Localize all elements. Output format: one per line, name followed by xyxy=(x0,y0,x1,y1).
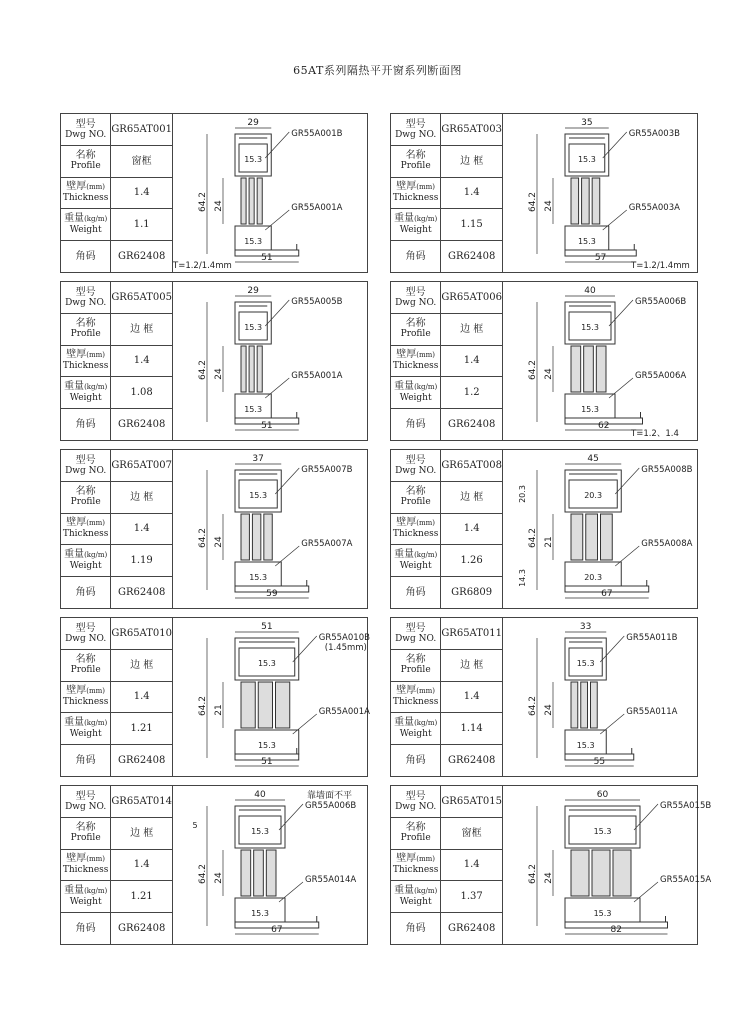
insulation-strip xyxy=(257,178,262,224)
insulation-strip xyxy=(258,682,272,728)
side-dim: 5 xyxy=(192,821,198,830)
dwg-number: GR65AT011 xyxy=(441,618,503,650)
weight-value: 1.37 xyxy=(441,881,503,913)
field-label: 名称 Profile xyxy=(391,314,441,346)
top-width-dim: 29 xyxy=(247,118,259,128)
field-label: 角码 xyxy=(391,744,441,776)
dwg-number: GR65AT003 xyxy=(441,114,503,146)
field-label: 型号 Dwg NO. xyxy=(61,786,111,818)
leader-top xyxy=(609,300,633,326)
field-label: 重量(kg/m) Weight xyxy=(61,713,111,745)
mid-dim: 24 xyxy=(544,200,554,212)
strip-bottom-label: GR55A007A xyxy=(301,539,353,549)
insulation-strip xyxy=(601,514,613,560)
profile-card xyxy=(60,617,368,777)
weight-value: 1.08 xyxy=(111,377,173,409)
inner-dim: 20.3 xyxy=(584,491,603,500)
mid-dim: 24 xyxy=(214,872,224,884)
profile-card xyxy=(390,449,698,609)
thickness-value: 1.4 xyxy=(441,513,503,545)
inner-dim-bottom: 15.3 xyxy=(581,405,599,414)
inner-dim: 15.3 xyxy=(581,323,599,332)
profile-card xyxy=(390,281,698,441)
profile-cross-section xyxy=(503,618,697,776)
dwg-number: GR65AT008 xyxy=(441,450,503,482)
top-width-dim: 40 xyxy=(254,790,266,800)
field-label: 名称 Profile xyxy=(391,650,441,682)
field-label: 角码 xyxy=(391,408,441,440)
strip-bottom-label: GR55A003A xyxy=(628,203,680,213)
cross-section-drawing xyxy=(173,114,367,272)
field-label: 名称 Profile xyxy=(391,482,441,514)
mid-dim: 24 xyxy=(544,704,554,716)
weight-value: 1.19 xyxy=(111,545,173,577)
corner-code: GR62408 xyxy=(111,408,173,440)
insulation-strip xyxy=(571,850,589,896)
mid-dim: 21 xyxy=(544,536,554,548)
profile-name: 窗框 xyxy=(111,146,173,178)
profile-card xyxy=(60,449,368,609)
weight-value: 1.21 xyxy=(111,713,173,745)
profile-info-table xyxy=(61,450,173,608)
leader-bottom xyxy=(600,714,624,734)
profile-cross-section xyxy=(173,450,367,608)
profile-card xyxy=(60,785,368,945)
weight-value: 1.21 xyxy=(111,881,173,913)
inner-dim-bottom: 15.3 xyxy=(257,741,276,750)
top-width-dim: 33 xyxy=(579,622,592,632)
profile-name: 边 框 xyxy=(441,482,503,514)
leader-bottom xyxy=(275,546,299,566)
field-label: 角码 xyxy=(61,408,111,440)
insulation-strip xyxy=(581,682,588,728)
profile-info-table xyxy=(391,114,503,272)
leader-top xyxy=(615,468,639,494)
field-label: 重量(kg/m) Weight xyxy=(61,545,111,577)
strip-top-label: GR55A008B xyxy=(641,465,693,475)
leader-bottom xyxy=(279,882,303,902)
mid-dim: 24 xyxy=(214,368,224,380)
profile-name: 边 框 xyxy=(441,650,503,682)
bottom-width-dim: 67 xyxy=(601,589,613,599)
leader-bottom xyxy=(265,210,289,230)
field-label: 重量(kg/m) Weight xyxy=(391,377,441,409)
field-label: 名称 Profile xyxy=(61,314,111,346)
dwg-number: GR65AT015 xyxy=(441,786,503,818)
bottom-width-dim: 67 xyxy=(271,925,283,935)
mid-dim: 24 xyxy=(214,536,224,548)
inner-dim-bottom: 15.3 xyxy=(576,741,595,750)
insulation-strip xyxy=(241,850,251,896)
profile-cross-section xyxy=(173,282,367,440)
insulation-strip xyxy=(591,682,598,728)
field-label: 重量(kg/m) Weight xyxy=(391,209,441,241)
insulation-strip xyxy=(584,346,594,392)
strip-top-label: GR55A010B xyxy=(318,633,370,643)
strip-top-label: GR55A001B xyxy=(291,129,343,139)
insulation-strip xyxy=(257,346,262,392)
field-label: 型号 Dwg NO. xyxy=(61,282,111,314)
profile-cross-section xyxy=(503,282,697,440)
mid-dim: 21 xyxy=(214,704,224,716)
profile-card xyxy=(390,785,712,945)
field-label: 型号 Dwg NO. xyxy=(391,114,441,146)
strip-top-label: GR55A015B xyxy=(660,801,712,811)
profile-card xyxy=(60,281,368,441)
profile-name: 边 框 xyxy=(441,146,503,178)
cross-section-drawing xyxy=(503,282,697,440)
thickness-value: 1.4 xyxy=(111,345,173,377)
thickness-value: 1.4 xyxy=(441,177,503,209)
bottom-width-dim: 55 xyxy=(593,757,606,767)
insulation-strip xyxy=(249,346,254,392)
field-label: 重量(kg/m) Weight xyxy=(61,881,111,913)
field-label: 名称 Profile xyxy=(61,482,111,514)
field-label: 名称 Profile xyxy=(61,146,111,178)
field-label: 壁厚(mm) Thickness xyxy=(61,345,111,377)
inner-dim: 15.3 xyxy=(251,827,269,836)
profile-info-table xyxy=(61,618,173,776)
insulation-strip xyxy=(241,514,249,560)
profile-name: 边 框 xyxy=(441,314,503,346)
profile-card xyxy=(390,113,698,273)
top-width-dim: 40 xyxy=(584,286,596,296)
insulation-strip xyxy=(613,850,631,896)
profile-name: 边 框 xyxy=(111,818,173,850)
profile-cross-section xyxy=(503,450,697,608)
strip-top-label: GR55A007B xyxy=(301,465,353,475)
thickness-value: 1.4 xyxy=(441,849,503,881)
bottom-width-dim: 51 xyxy=(261,253,273,263)
insulation-strip xyxy=(254,850,264,896)
profile-cross-section xyxy=(173,114,367,272)
field-label: 角码 xyxy=(391,576,441,608)
mid-dim: 24 xyxy=(544,368,554,380)
strip-top-label: GR55A003B xyxy=(628,129,680,139)
cross-section-drawing xyxy=(503,786,712,944)
inner-dim: 15.3 xyxy=(257,659,276,668)
thickness-value: 1.4 xyxy=(441,681,503,713)
insulation-strip xyxy=(249,178,254,224)
field-label: 壁厚(mm) Thickness xyxy=(391,681,441,713)
profile-info-table xyxy=(391,786,503,944)
height-dim: 64.2 xyxy=(198,695,208,717)
weight-value: 1.1 xyxy=(111,209,173,241)
field-label: 壁厚(mm) Thickness xyxy=(391,849,441,881)
leader-top xyxy=(600,636,624,662)
inner-dim-bottom: 15.3 xyxy=(244,405,263,414)
leader-top xyxy=(275,468,299,494)
corner-code: GR62408 xyxy=(111,912,173,944)
strip-top-note: (1.45mm) xyxy=(324,643,367,653)
insulation-strip xyxy=(241,178,246,224)
height-dim: 64.2 xyxy=(528,863,538,885)
field-label: 重量(kg/m) Weight xyxy=(391,545,441,577)
insulation-strip xyxy=(241,682,255,728)
top-width-dim: 60 xyxy=(596,790,609,800)
leader-bottom xyxy=(603,210,627,230)
profile-card xyxy=(390,617,698,777)
profile-name: 边 框 xyxy=(111,314,173,346)
field-label: 角码 xyxy=(391,912,441,944)
field-label: 型号 Dwg NO. xyxy=(61,450,111,482)
leader-top xyxy=(265,300,289,326)
top-width-dim: 45 xyxy=(587,454,599,464)
profile-name: 边 框 xyxy=(111,482,173,514)
bottom-width-dim: 82 xyxy=(610,925,622,935)
inner-dim-bottom: 15.3 xyxy=(249,573,268,582)
insulation-strip xyxy=(241,346,246,392)
bottom-width-dim: 59 xyxy=(266,589,278,599)
inner-dim: 15.3 xyxy=(244,155,263,164)
insulation-strip xyxy=(596,346,606,392)
leader-top xyxy=(265,132,289,158)
thickness-value: 1.4 xyxy=(441,345,503,377)
height-dim: 64.2 xyxy=(528,359,538,381)
strip-top-label: GR55A006B xyxy=(305,801,357,811)
dwg-number: GR65AT006 xyxy=(441,282,503,314)
mid-dim: 24 xyxy=(544,872,554,884)
strip-bottom-label: GR55A008A xyxy=(641,539,693,549)
insulation-strip xyxy=(571,178,579,224)
strip-bottom-label: GR55A014A xyxy=(305,875,357,885)
cross-section-drawing xyxy=(503,114,697,272)
corner-code: GR62408 xyxy=(441,744,503,776)
profile-info-table xyxy=(61,282,173,440)
corner-code: GR62408 xyxy=(441,912,503,944)
leader-top xyxy=(293,636,317,662)
corner-code: GR62408 xyxy=(441,408,503,440)
profile-name: 窗框 xyxy=(441,818,503,850)
field-label: 角码 xyxy=(61,240,111,272)
leader-bottom xyxy=(609,378,633,398)
bottom-width-dim: 51 xyxy=(261,757,273,767)
strip-top-label: GR55A011B xyxy=(626,633,678,643)
inner-dim: 15.3 xyxy=(577,155,596,164)
strip-bottom-label: GR55A001A xyxy=(291,371,343,381)
field-label: 重量(kg/m) Weight xyxy=(391,881,441,913)
profile-info-table xyxy=(61,114,173,272)
leader-bottom xyxy=(293,714,317,734)
field-label: 型号 Dwg NO. xyxy=(391,282,441,314)
inner-dim-bottom: 15.3 xyxy=(593,909,612,918)
thickness-value: 1.4 xyxy=(111,177,173,209)
cross-section-drawing xyxy=(503,450,697,608)
inner-dim: 15.3 xyxy=(244,323,263,332)
dwg-number: GR65AT001 xyxy=(111,114,173,146)
leader-bottom xyxy=(265,378,289,398)
profile-info-table xyxy=(391,282,503,440)
cross-section-drawing xyxy=(173,450,367,608)
field-label: 角码 xyxy=(391,240,441,272)
thickness-value: 1.4 xyxy=(111,513,173,545)
strip-bottom-label: GR55A006A xyxy=(635,371,687,381)
bottom-width-dim: 62 xyxy=(598,421,610,431)
dwg-number: GR65AT005 xyxy=(111,282,173,314)
insulation-strip xyxy=(586,514,598,560)
height-dim: 64.2 xyxy=(198,359,208,381)
profile-cross-section xyxy=(173,618,370,776)
strip-top-label: GR55A005B xyxy=(291,297,343,307)
inner-dim: 15.3 xyxy=(249,491,268,500)
cross-section-drawing xyxy=(173,618,370,776)
height-dim: 64.2 xyxy=(528,695,538,717)
leader-top xyxy=(634,804,658,830)
insulation-strip xyxy=(571,514,583,560)
profile-name: 边 框 xyxy=(111,650,173,682)
field-label: 型号 Dwg NO. xyxy=(391,450,441,482)
inner-dim-bottom: 15.3 xyxy=(244,237,263,246)
thickness-value: 1.4 xyxy=(111,849,173,881)
insulation-strip xyxy=(592,850,610,896)
field-label: 壁厚(mm) Thickness xyxy=(61,681,111,713)
insulation-strip xyxy=(252,514,260,560)
side-bottom-dim: 14.3 xyxy=(518,569,527,587)
field-label: 壁厚(mm) Thickness xyxy=(391,177,441,209)
strip-bottom-label: GR55A011A xyxy=(626,707,678,717)
field-label: 角码 xyxy=(61,912,111,944)
dwg-number: GR65AT007 xyxy=(111,450,173,482)
strip-bottom-label: GR55A015A xyxy=(660,875,712,885)
strip-top-label: GR55A006B xyxy=(635,297,687,307)
top-width-dim: 37 xyxy=(252,454,264,464)
inner-dim-bottom: 15.3 xyxy=(251,909,269,918)
insulation-strip xyxy=(571,346,581,392)
field-label: 重量(kg/m) Weight xyxy=(391,713,441,745)
field-label: 名称 Profile xyxy=(391,818,441,850)
bottom-width-dim: 51 xyxy=(261,421,273,431)
height-dim: 64.2 xyxy=(198,527,208,549)
height-dim: 64.2 xyxy=(198,863,208,885)
insulation-strip xyxy=(582,178,590,224)
weight-value: 1.26 xyxy=(441,545,503,577)
height-dim: 64.2 xyxy=(528,527,538,549)
field-label: 名称 Profile xyxy=(391,146,441,178)
weight-value: 1.14 xyxy=(441,713,503,745)
field-label: 型号 Dwg NO. xyxy=(391,786,441,818)
profile-cross-section xyxy=(503,114,697,272)
profile-info-table xyxy=(391,618,503,776)
profile-info-table xyxy=(61,786,173,944)
insulation-strip xyxy=(266,850,276,896)
leader-top xyxy=(603,132,627,158)
thickness-note: T=1.2/1.4mm xyxy=(631,261,690,271)
corner-code: GR62408 xyxy=(111,576,173,608)
inner-dim-bottom: 15.3 xyxy=(577,237,596,246)
cross-section-drawing xyxy=(503,618,697,776)
leader-bottom xyxy=(615,546,639,566)
insulation-strip xyxy=(276,682,290,728)
corner-code: GR62408 xyxy=(441,240,503,272)
field-label: 壁厚(mm) Thickness xyxy=(391,513,441,545)
field-label: 型号 Dwg NO. xyxy=(61,114,111,146)
strip-bottom-label: GR55A001A xyxy=(291,203,343,213)
field-label: 名称 Profile xyxy=(61,650,111,682)
height-dim: 64.2 xyxy=(528,191,538,213)
insulation-strip xyxy=(571,682,578,728)
strip-bottom-label: GR55A001A xyxy=(318,707,370,717)
corner-code: GR6809 xyxy=(441,576,503,608)
top-width-dim: 29 xyxy=(247,286,259,296)
top-width-dim: 51 xyxy=(261,622,273,632)
inner-dim: 15.3 xyxy=(576,659,595,668)
field-label: 壁厚(mm) Thickness xyxy=(61,849,111,881)
field-label: 角码 xyxy=(61,744,111,776)
weight-value: 1.15 xyxy=(441,209,503,241)
side-top-dim: 20.3 xyxy=(518,485,527,503)
mid-dim: 24 xyxy=(214,200,224,212)
corner-code: GR62408 xyxy=(111,744,173,776)
field-label: 重量(kg/m) Weight xyxy=(61,209,111,241)
field-label: 名称 Profile xyxy=(61,818,111,850)
leader-top xyxy=(279,804,303,830)
field-label: 壁厚(mm) Thickness xyxy=(61,177,111,209)
page-title: 65AT系列隔热平开窗系列断面图 xyxy=(293,64,462,77)
dwg-number: GR65AT014 xyxy=(111,786,173,818)
profile-card xyxy=(60,113,368,273)
field-label: 壁厚(mm) Thickness xyxy=(61,513,111,545)
weight-value: 1.2 xyxy=(441,377,503,409)
top-note: 靠墙面不平 xyxy=(307,791,353,801)
field-label: 角码 xyxy=(61,576,111,608)
inner-dim-bottom: 20.3 xyxy=(584,573,603,582)
insulation-strip xyxy=(264,514,272,560)
cross-section-drawing xyxy=(173,282,367,440)
top-width-dim: 35 xyxy=(581,118,593,128)
leader-bottom xyxy=(634,882,658,902)
field-label: 型号 Dwg NO. xyxy=(391,618,441,650)
dwg-number: GR65AT010 xyxy=(111,618,173,650)
field-label: 重量(kg/m) Weight xyxy=(61,377,111,409)
cross-section-drawing xyxy=(173,786,367,944)
bottom-width-dim: 57 xyxy=(594,253,607,263)
height-dim: 64.2 xyxy=(198,191,208,213)
profile-cross-section xyxy=(173,786,367,944)
thickness-value: 1.4 xyxy=(111,681,173,713)
inner-dim: 15.3 xyxy=(593,827,612,836)
thickness-note: T=1.2/1.4mm xyxy=(173,261,232,271)
corner-code: GR62408 xyxy=(111,240,173,272)
field-label: 壁厚(mm) Thickness xyxy=(391,345,441,377)
profile-cross-section xyxy=(503,786,712,944)
thickness-note: T=1.2、1.4 xyxy=(631,429,679,439)
profile-info-table xyxy=(391,450,503,608)
insulation-strip xyxy=(592,178,600,224)
field-label: 型号 Dwg NO. xyxy=(61,618,111,650)
